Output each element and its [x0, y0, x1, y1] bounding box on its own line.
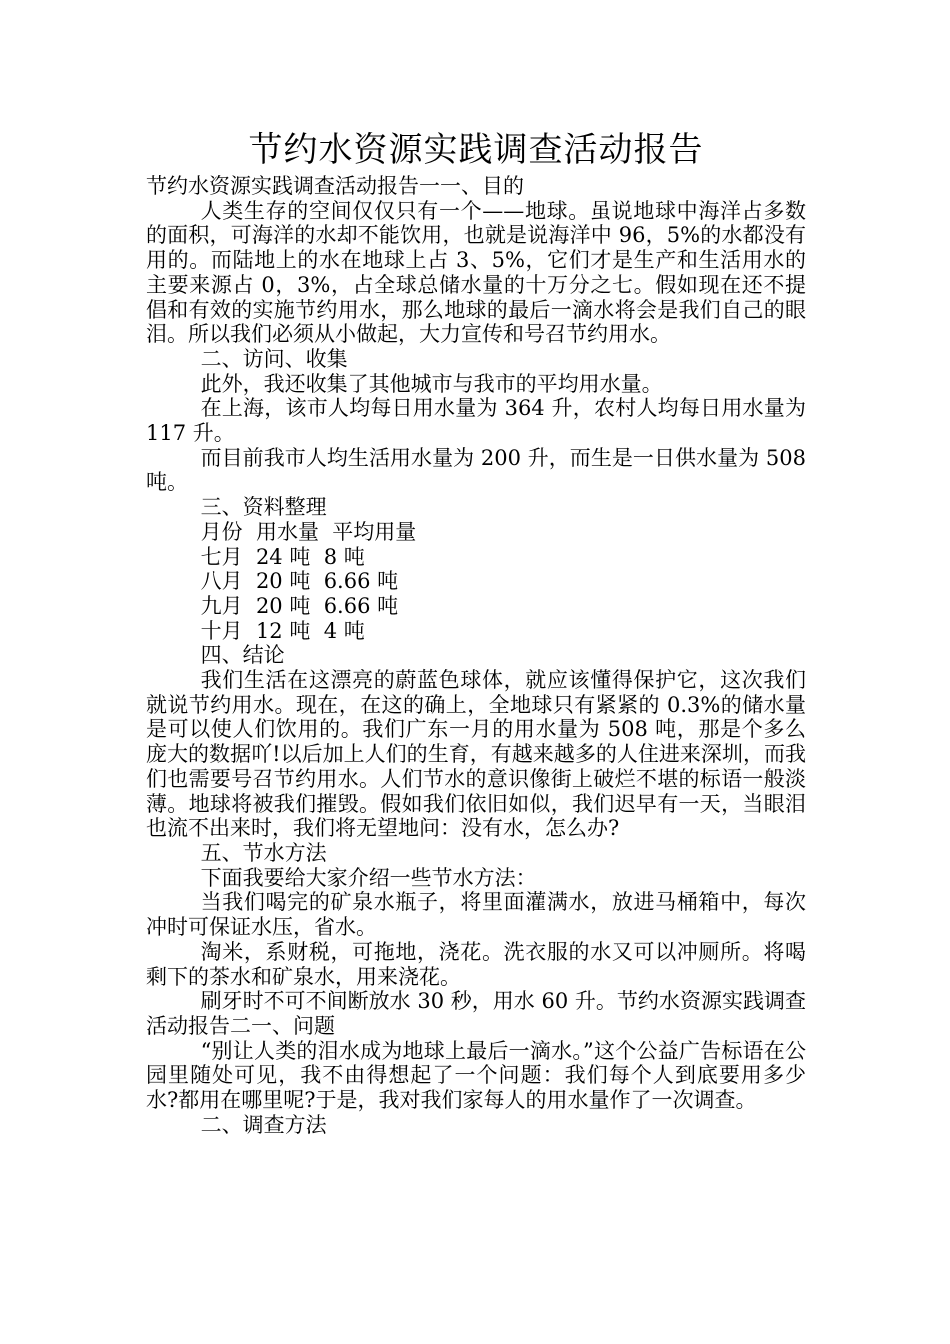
paragraph: 在上海，该市人均每日用水量为 364 升，农村人均每日用水量为 117 升。 — [146, 396, 806, 446]
document-body — [146, 174, 806, 1137]
document-page — [146, 126, 806, 1137]
document-title: 节约水资源实践调查活动报告 — [248, 130, 704, 170]
section-heading: 四、结论 — [200, 643, 285, 668]
paragraph: 淘米，系财税，可拖地，浇花。洗衣服的水又可以冲厕所。将喝剩下的茶水和矿泉水，用来浇花。 — [146, 939, 806, 989]
section-heading: 三、资料整理 — [200, 495, 327, 520]
water-usage-table — [146, 520, 806, 644]
paragraph: “别让人类的泪水成为地球上最后一滴水。”这个公益广告标语在公园里随处可见，我不由得想起了一个问题：我们每个人到底要用多少水?都用在哪里呢?于是，我对我们家每人的用水量作了一次调查。 — [146, 1038, 806, 1113]
table-row: 七月 24 吨 8 吨 — [200, 544, 365, 569]
table-row: 八月 20 吨 6.66 吨 — [200, 569, 399, 594]
paragraph: 此外，我还收集了其他城市与我市的平均用水量。 — [200, 371, 663, 396]
paragraph: 我们生活在这漂亮的蔚蓝色球体，就应该懂得保护它，这次我们就说节约用水。现在，在这的确上，全地球只有紧紧的 0.3%的储水量是可以使人们饮用的。我们广东一月的用水量为 508 吨，那是个多么庞大的数据吖!以后加上人们的生育，有越来越多的人住进来深圳，而我们也需要号召节约用水。人们节水的意识像街上破烂不堪的标语一般淡薄。地球将被我们摧毁。假如我们依旧如似，我们迟早有一天，当眼泪也流不出来时，我们将无望地问：没有水，怎么办? — [146, 668, 806, 841]
paragraph: 刷牙时不可不间断放水 30 秒，用水 60 升。节约水资源实践调查活动报告二一、问题 — [146, 989, 806, 1038]
paragraph: 而目前我市人均生活用水量为 200 升，而生是一日供水量为 508 吨。 — [146, 445, 806, 495]
paragraph: 当我们喝完的矿泉水瓶子，将里面灌满水，放进马桶箱中，每次冲时可保证水压，省水。 — [146, 890, 806, 940]
table-header-line: 月份 用水量 平均用量 — [200, 519, 417, 544]
paragraph: 节约水资源实践调查活动报告一一、目的 — [146, 174, 524, 198]
section-heading: 二、调查方法 — [200, 1112, 327, 1137]
table-row: 十月 12 吨 4 吨 — [200, 618, 365, 643]
section-heading: 二、访问、收集 — [200, 346, 348, 371]
paragraph: 下面我要给大家介绍一些节水方法： — [200, 865, 537, 890]
paragraph: 人类生存的空间仅仅只有一个——地球。虽说地球中海洋占多数的面积，可海洋的水却不能饮用，也就是说海洋中 96，5%的水都没有用的。而陆地上的水在地球上占 3、5%，它们才是生产和生活用水的主要来源占 0，3%，占全球总储水量的十万分之七。假如现在还不提倡和有效的实施节约用水，那么地球的最后一滴水将会是我们自己的眼泪。所以我们必须从小做起，大力宣传和号召节约用水。 — [146, 198, 806, 347]
section-heading: 五、节水方法 — [200, 840, 327, 865]
table-row: 九月 20 吨 6.66 吨 — [200, 593, 399, 618]
